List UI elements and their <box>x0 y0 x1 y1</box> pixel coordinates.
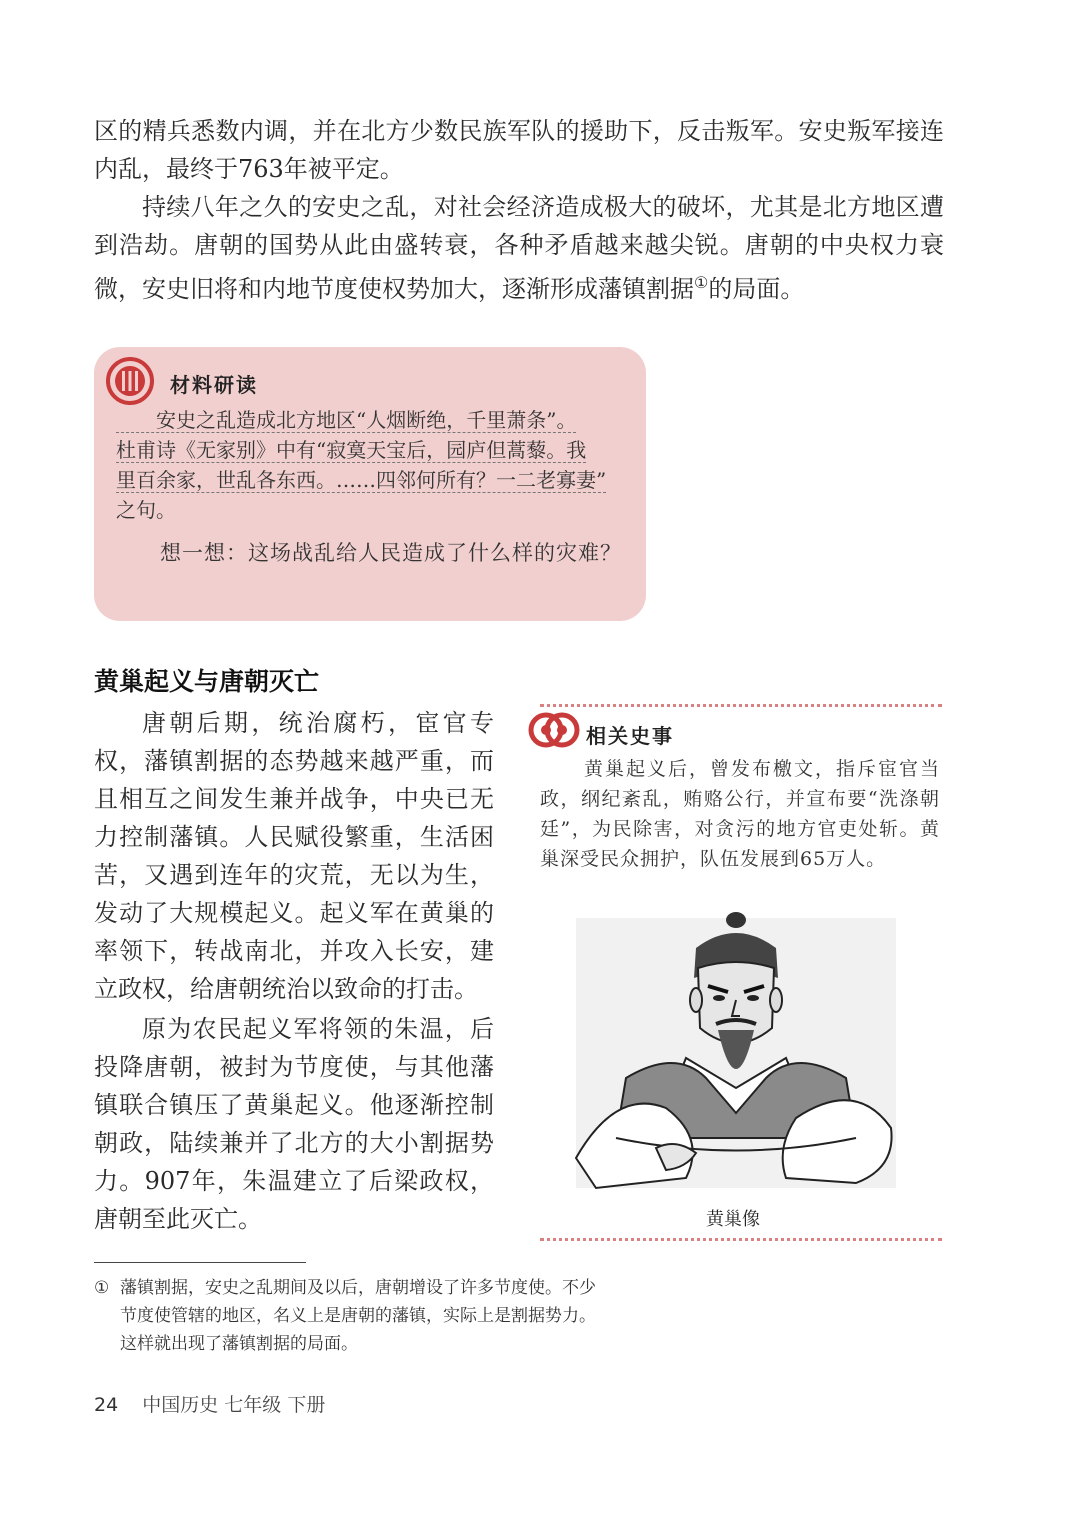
quote-line-3: 里百余家，世乱各东西。……四邻何所有？一二老寡妻” <box>116 468 607 492</box>
sidebar-top-divider <box>540 704 942 707</box>
reading-box-title: 材料研读 <box>170 373 258 397</box>
sidebar-bottom-divider <box>540 1238 942 1241</box>
reading-icon <box>106 357 154 405</box>
book-title: 中国历史 七年级 下册 <box>142 1394 326 1416</box>
footnote-rule <box>94 1262 306 1263</box>
page-footer <box>94 1390 325 1417</box>
quote-line-4: 之句。 <box>116 498 176 522</box>
sidebar-title: 相关史事 <box>586 724 674 748</box>
reading-question: 想一想：这场战乱给人民造成了什么样的灾难？ <box>160 541 622 565</box>
intro-p2-end: 的局面。 <box>708 275 805 303</box>
reading-material-box <box>94 347 646 621</box>
footnote-line-3: 这样就出现了藩镇割据的局面。 <box>120 1334 358 1354</box>
footnote <box>94 1274 674 1358</box>
footnote-line-2: 节度使管辖的地区，名义上是唐朝的藩镇，实际上是割据势力。 <box>120 1306 596 1326</box>
quote-line-1: 安史之乱造成北方地区“人烟断绝，千里萧条”。 <box>116 408 577 432</box>
related-history-icon <box>528 706 580 754</box>
intro-p2-text: 持续八年之久的安史之乱，对社会经济造成极大的破坏，尤其是北方地区遭到浩劫。唐朝的国势从此由盛转衰，各种矛盾越来越尖锐。唐朝的中央权力衰微，安史旧将和内地节度使权势加大，逐渐形成藩镇割据 <box>94 193 944 303</box>
intro-paragraph-1: 区的精兵悉数内调，并在北方少数民族军队的援助下，反击叛军。安史叛军接连内乱，最终于763年被平定。 <box>94 117 944 183</box>
section-paragraph-1: 唐朝后期，统治腐朽，宦官专权，藩镇割据的态势越来越严重，而且相互之间发生兼并战争，中央已无力控制藩镇。人民赋役繁重，生活困苦，又遇到连年的灾荒，无以为生，发动了大规模起义。起义军在黄巢的率领下，转战南北，并攻入长安，建立政权，给唐朝统治以致命的打击。 <box>94 709 494 1003</box>
page-number: 24 <box>94 1394 119 1416</box>
footnote-line-1: 藩镇割据，安史之乱期间及以后，唐朝增设了许多节度使。不少 <box>120 1278 596 1298</box>
sidebar-text: 黄巢起义后，曾发布檄文，指斥宦官当政，纲纪紊乱，贿赂公行，并宣布要“洗涤朝廷”，为民除害，对贪污的地方官吏处斩。黄巢深受民众拥护，队伍发展到65万人。 <box>540 758 940 870</box>
intro-paragraph-2 <box>94 188 944 308</box>
section-paragraph-2: 原为农民起义军将领的朱温，后投降唐朝，被封为节度使，与其他藩镇联合镇压了黄巢起义。他逐渐控制朝政，陆续兼并了北方的大小割据势力。907年，朱温建立了后梁政权，唐朝至此灭亡。 <box>94 1015 494 1233</box>
huang-chao-portrait <box>556 908 906 1198</box>
footnote-mark: ① <box>94 1278 110 1298</box>
section-title: 黄巢起义与唐朝灭亡 <box>94 667 320 696</box>
portrait-caption: 黄巢像 <box>706 1209 760 1230</box>
footnote-ref[interactable]: ① <box>694 273 709 292</box>
quote-line-2: 杜甫诗《无家别》中有“寂寞天宝后，园庐但蒿藜。我 <box>116 438 587 462</box>
reading-quote <box>116 405 622 525</box>
